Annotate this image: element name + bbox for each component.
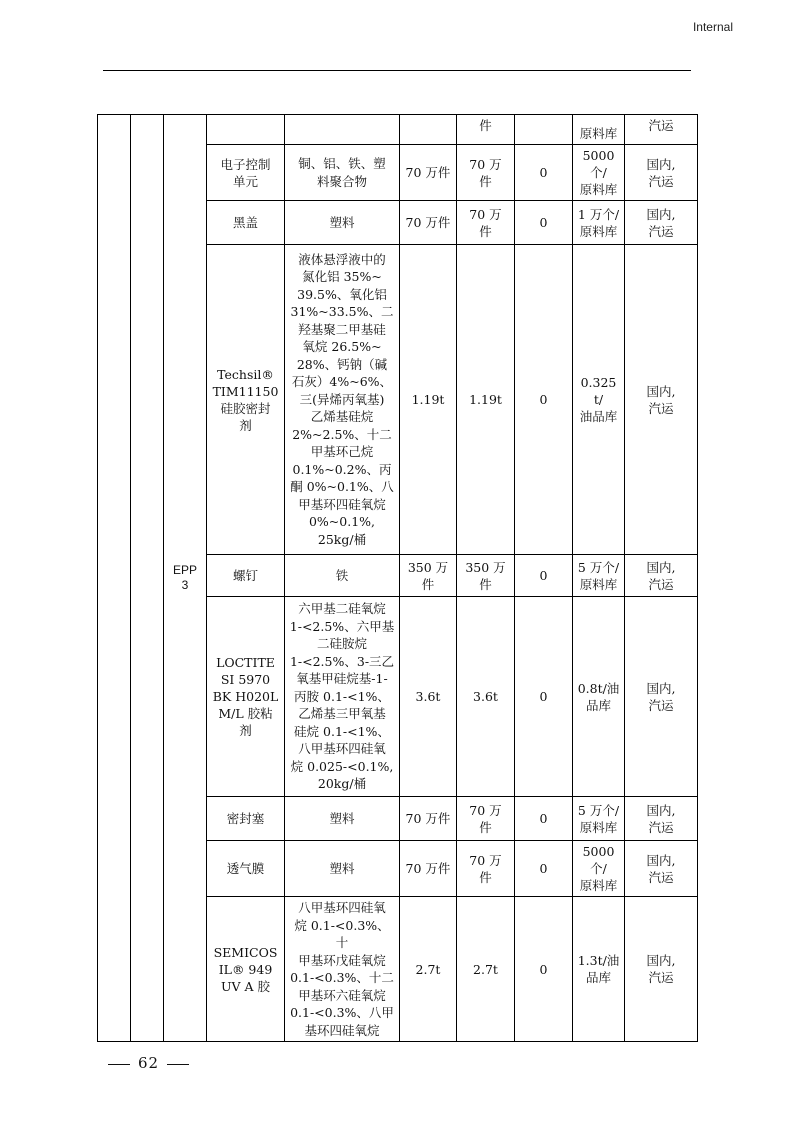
annual-usage: 350 万 件 [407,559,449,592]
ship-fragment: 件 [479,118,492,133]
zero-value: 0 [539,861,548,876]
shipment-quantity-cell [457,145,515,201]
annual-usage: 70 万件 [405,215,451,230]
blank-col-1 [98,115,131,1042]
material-name-cell [207,841,285,897]
shipment-quantity-cell [457,555,515,597]
material-name-cell [207,897,285,1042]
transport-mode: 国内, 汽运 [646,383,676,416]
max-storage-cell [573,145,625,201]
shipment-quantity-cell [457,597,515,797]
zero-value: 0 [539,961,548,977]
material-composition-cell [285,201,400,245]
annual-usage: 70 万件 [405,811,451,826]
max-storage: 0.325t/ 油品库 [579,375,618,424]
material-name-cell [207,797,285,841]
shipment-quantity-cell [457,841,515,897]
material-name-cell [207,597,285,797]
header-internal-label: Internal [692,20,733,34]
material-name: 密封塞 [226,811,265,826]
max-storage-cell [573,555,625,597]
max-storage: 5 万个/ 原料库 [577,802,620,835]
shipment-quantity: 2.7t [473,961,498,977]
material-name-cell [207,555,285,597]
annual-usage-cell [400,201,457,245]
max-storage: 5000 个/ 原料库 [579,148,618,197]
max-storage: 5000 个/ 原料库 [579,844,618,893]
zero-value: 0 [539,811,548,826]
zero-value-cell [515,897,573,1042]
material-composition: 塑料 [329,214,355,230]
transport-mode: 国内, 汽运 [646,852,676,885]
name-cell [207,115,285,145]
dash-right [167,1064,189,1065]
zero-value: 0 [539,568,548,583]
table-row [98,115,698,145]
materials-table [97,114,698,1042]
material-composition: 八甲基环四硅氧 烷 0.1-<0.3%、十 甲基环戊硅氧烷 0.1-<0.3%、十二 甲基环六硅氧烷 0.1-<0.3%、八甲 基环四硅氧烷 [290,900,394,1038]
max-storage-cell [573,201,625,245]
max-storage: 0.8t/油 品库 [577,680,620,713]
material-name: LOCTITE SI 5970 BK H020L M/L 胶粘 剂 [212,655,279,738]
composition-cell [285,115,400,145]
transport-mode-cell [625,245,698,555]
zero-cell [515,115,573,145]
storage-fragment: 原料库 [579,126,618,141]
group-label-cell [164,115,207,1042]
annual-usage: 3.6t [415,689,441,704]
material-composition-cell [285,245,400,555]
annual-usage-cell [400,897,457,1042]
material-name-cell [207,245,285,555]
transport-mode-cell [625,201,698,245]
transport-mode-cell [625,841,698,897]
transport-mode: 国内, 汽运 [646,953,676,985]
shipment-quantity: 70 万 件 [469,852,502,885]
transport-mode: 国内, 汽运 [646,802,676,835]
shipment-quantity: 70 万 件 [469,206,502,239]
transport-mode-cell [625,897,698,1042]
material-composition-cell [285,797,400,841]
annual-usage-cell [400,841,457,897]
annual-usage-cell [400,597,457,797]
transport-mode-cell [625,797,698,841]
material-composition: 铁 [335,567,349,583]
annual-usage: 2.7t [415,961,441,977]
zero-value-cell [515,797,573,841]
transport-mode: 国内, 汽运 [646,206,676,239]
material-name: 螺钉 [232,568,258,583]
annual-cell [400,115,457,145]
page-number-value: 62 [138,1054,160,1072]
header-rule [103,70,691,71]
ship-cell [457,115,515,145]
material-composition-cell [285,897,400,1042]
annual-usage-cell [400,245,457,555]
transport-mode: 国内, 汽运 [646,559,676,592]
shipment-quantity-cell [457,245,515,555]
shipment-quantity: 1.19t [469,392,502,407]
material-composition-cell [285,597,400,797]
transport-mode-cell [625,597,698,797]
material-composition: 液体悬浮液中的 氮化铝 35%~ 39.5%、氧化铝 31%~33.5%、二 羟基聚二甲基硅 氧烷 26.5%~ 28%、钙钠（碱 石灰）4%~6%、 三(异烯丙氧基) 乙烯基硅烷 2%~2.5%、十二 甲基环己烷 0.1%~0.2%、丙 酮 0%~0.1%、八 甲基环四硅氧烷 0%~0.1%, 25kg/桶 [290,251,394,547]
zero-value-cell [515,245,573,555]
material-composition: 铜、铝、铁、塑 料聚合物 [298,156,386,189]
material-name-cell [207,201,285,245]
zero-value: 0 [539,215,548,230]
shipment-quantity-cell [457,201,515,245]
shipment-quantity: 350 万 件 [465,559,506,592]
max-storage-cell [573,797,625,841]
group-label: EPP 3 [172,563,197,592]
max-storage: 1 万个/ 原料库 [577,206,620,239]
material-name: 黑盖 [232,215,258,230]
dash-left [108,1064,130,1065]
annual-usage: 1.19t [411,392,445,407]
max-storage-cell [573,841,625,897]
shipment-quantity-cell [457,897,515,1042]
max-storage-cell [573,897,625,1042]
material-composition-cell [285,145,400,201]
max-storage-cell [573,597,625,797]
annual-usage-cell [400,145,457,201]
storage-cell [573,115,625,145]
material-name: Techsil® TIM11150 硅胶密封 剂 [212,366,279,433]
material-composition: 塑料 [329,860,355,876]
annual-usage-cell [400,797,457,841]
transport-mode: 国内, 汽运 [646,156,676,189]
material-name: 电子控制 单元 [220,156,271,189]
max-storage: 1.3t/油 品库 [577,953,620,985]
zero-value: 0 [539,165,548,180]
zero-value-cell [515,145,573,201]
blank-col-2 [131,115,164,1042]
transport-fragment: 汽运 [648,118,674,133]
annual-usage: 70 万件 [405,861,451,876]
material-composition-cell [285,841,400,897]
zero-value-cell [515,201,573,245]
zero-value: 0 [539,392,548,407]
material-name: SEMICOS IL® 949 UV A 胶 [213,944,278,994]
shipment-quantity-cell [457,797,515,841]
zero-value-cell [515,555,573,597]
max-storage-cell [573,245,625,555]
material-composition-cell [285,555,400,597]
zero-value-cell [515,841,573,897]
annual-usage: 70 万件 [405,165,451,180]
transport-mode: 国内, 汽运 [646,680,676,713]
shipment-quantity: 70 万 件 [469,802,502,835]
transport-mode-cell [625,145,698,201]
material-name: 透气膜 [226,861,265,876]
zero-value: 0 [539,689,548,704]
material-name-cell [207,145,285,201]
transport-mode-cell [625,555,698,597]
material-composition: 塑料 [329,810,355,826]
shipment-quantity: 70 万 件 [469,156,502,189]
zero-value-cell [515,597,573,797]
max-storage: 5 万个/ 原料库 [577,559,620,592]
page-number [100,1054,197,1072]
shipment-quantity: 3.6t [473,689,498,704]
transport-cell [625,115,698,145]
annual-usage-cell [400,555,457,597]
material-composition: 六甲基二硅氧烷 1-<2.5%、六甲基 二硅胺烷 1-<2.5%、3-三乙 氧基甲硅烷基-1- 丙胺 0.1-<1%、 乙烯基三甲氧基 硅烷 0.1-<1%、 八甲基环四硅氧 烷 0.025-<0.1%, 20kg/桶 [289,601,395,792]
